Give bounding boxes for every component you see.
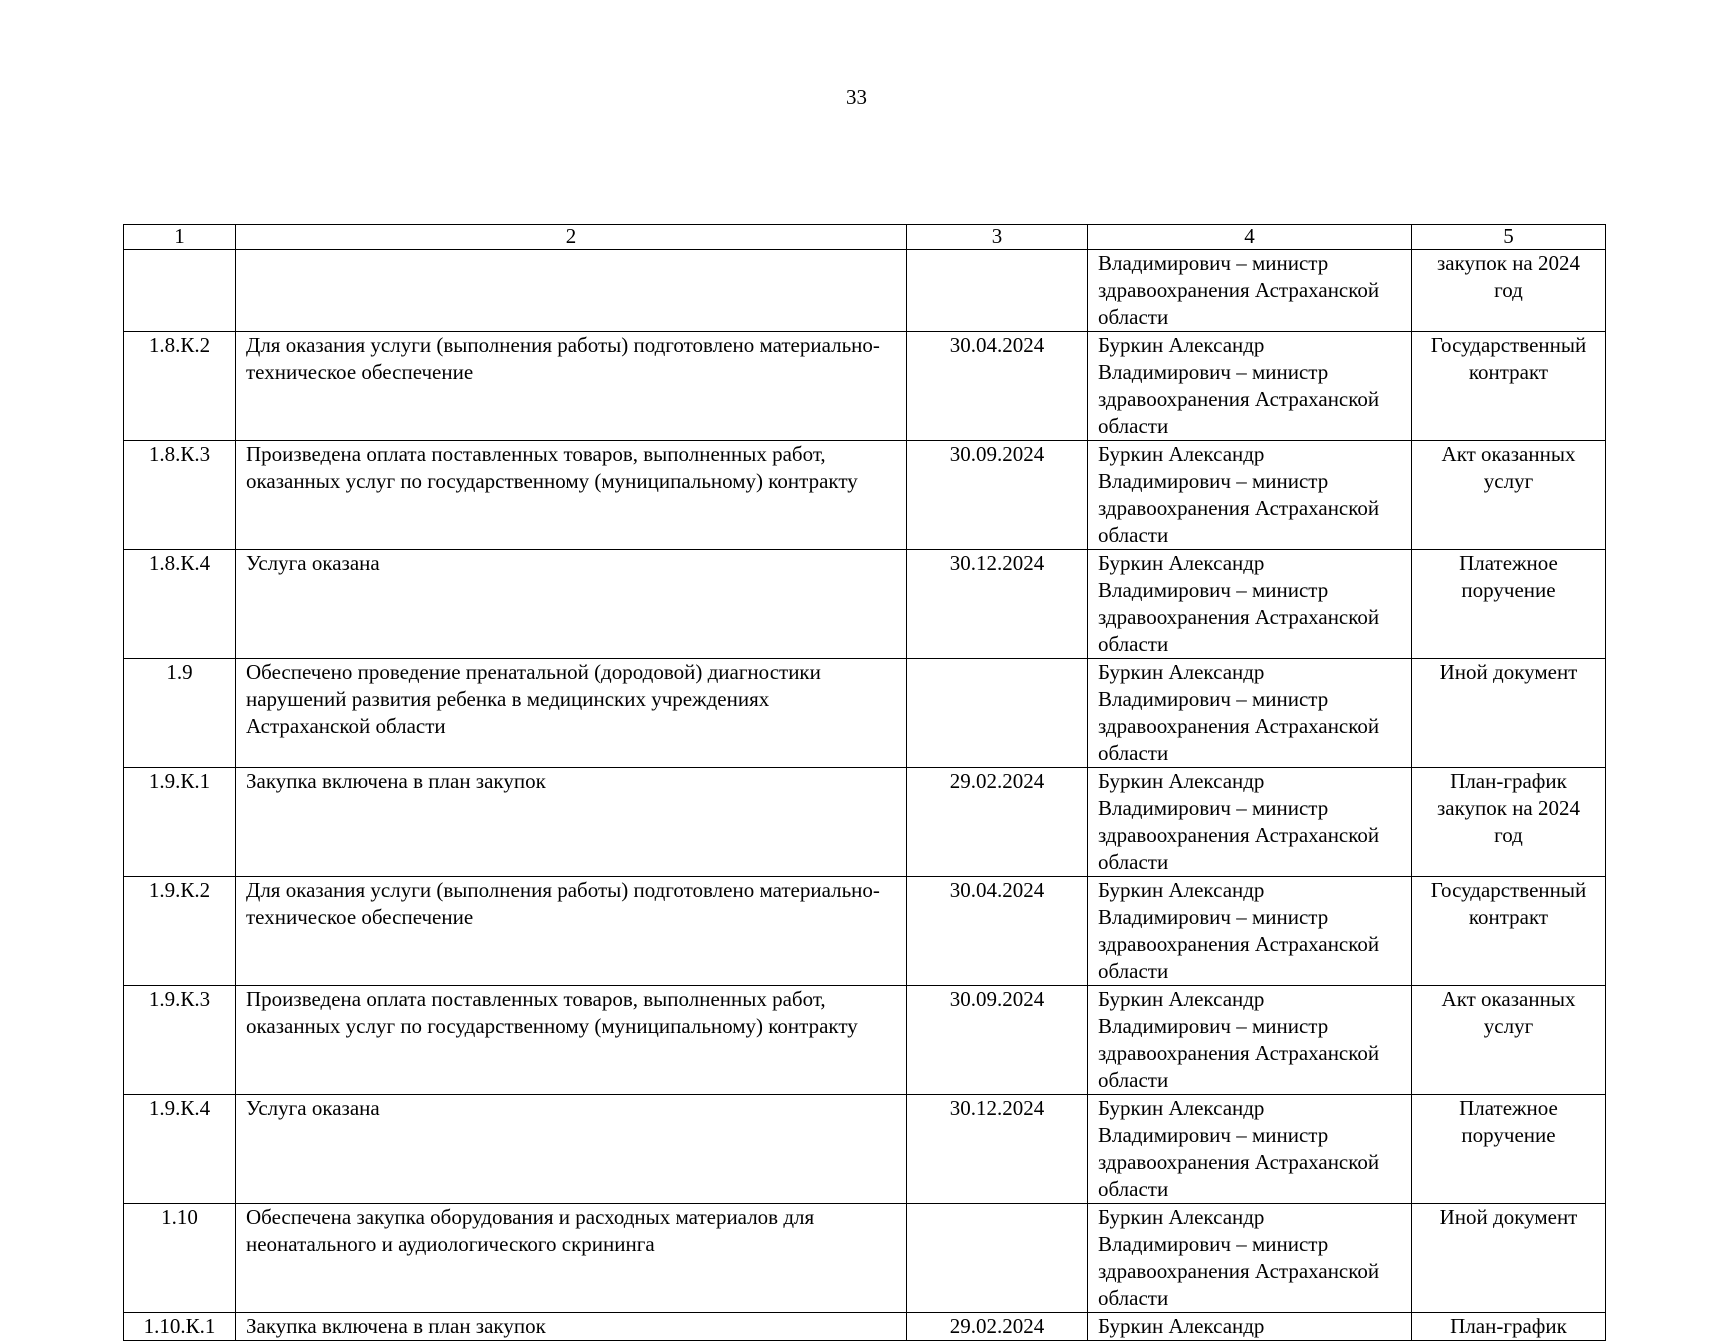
row-number-cell: 1.10 [124,1204,236,1313]
event-cell: Закупка включена в план закупок [236,1313,907,1341]
date-cell: 29.02.2024 [907,768,1088,877]
page-number: 33 [846,85,867,109]
responsible-cell: Буркин Александр Владимирович – министр здравоохранения Астраханской области [1088,550,1412,659]
column-number-4: 4 [1088,225,1412,250]
table-row [124,659,1606,768]
event-cell: Услуга оказана [236,1095,907,1204]
responsible-cell: Буркин Александр Владимирович – министр здравоохранения Астраханской области [1088,1095,1412,1204]
responsible-cell: Буркин Александр [1088,1313,1412,1341]
table-row [124,250,1606,332]
table-row [124,550,1606,659]
document-cell: Иной документ [1412,659,1606,768]
column-number-2: 2 [236,225,907,250]
table-row [124,441,1606,550]
document-cell: Государственный контракт [1412,332,1606,441]
event-cell: Для оказания услуги (выполнения работы) подготовлено материально-техническое обеспечение [236,332,907,441]
table-row [124,877,1606,986]
event-cell: Произведена оплата поставленных товаров, выполненных работ, оказанных услуг по государственному (муниципальному) контракту [236,441,907,550]
document-cell: Платежное поручение [1412,1095,1606,1204]
table-row [124,1204,1606,1313]
responsible-cell: Владимирович – министр здравоохранения Астраханской области [1088,250,1412,332]
row-number-cell: 1.10.К.1 [124,1313,236,1341]
document-cell: Иной документ [1412,1204,1606,1313]
table-row [124,986,1606,1095]
date-cell: 30.04.2024 [907,332,1088,441]
document-cell: План-график [1412,1313,1606,1341]
date-cell [907,250,1088,332]
event-cell: Услуга оказана [236,550,907,659]
plan-table [123,224,1606,1341]
event-cell: Обеспечено проведение пренатальной (дородовой) диагностики нарушений развития ребенка в медицинских учреждениях Астраханской области [236,659,907,768]
row-number-cell: 1.9.К.4 [124,1095,236,1204]
column-number-1: 1 [124,225,236,250]
table-row [124,332,1606,441]
responsible-cell: Буркин Александр Владимирович – министр здравоохранения Астраханской области [1088,768,1412,877]
date-cell: 30.12.2024 [907,1095,1088,1204]
row-number-cell: 1.8.К.2 [124,332,236,441]
event-cell: Закупка включена в план закупок [236,768,907,877]
event-cell: Для оказания услуги (выполнения работы) подготовлено материально-техническое обеспечение [236,877,907,986]
document-cell: Государственный контракт [1412,877,1606,986]
event-cell: Произведена оплата поставленных товаров, выполненных работ, оказанных услуг по государственному (муниципальному) контракту [236,986,907,1095]
event-cell: Обеспечена закупка оборудования и расходных материалов для неонатального и аудиологического скрининга [236,1204,907,1313]
column-number-3: 3 [907,225,1088,250]
row-number-cell: 1.9 [124,659,236,768]
date-cell: 30.09.2024 [907,986,1088,1095]
date-cell: 29.02.2024 [907,1313,1088,1341]
row-number-cell: 1.9.К.2 [124,877,236,986]
row-number-cell: 1.8.К.3 [124,441,236,550]
row-number-cell [124,250,236,332]
table-row [124,768,1606,877]
date-cell: 30.09.2024 [907,441,1088,550]
table-row [124,1095,1606,1204]
responsible-cell: Буркин Александр Владимирович – министр здравоохранения Астраханской области [1088,659,1412,768]
document-cell: Акт оказанных услуг [1412,986,1606,1095]
column-number-row [124,225,1606,250]
column-number-5: 5 [1412,225,1606,250]
document-cell: закупок на 2024 год [1412,250,1606,332]
row-number-cell: 1.9.К.1 [124,768,236,877]
document-cell: Платежное поручение [1412,550,1606,659]
responsible-cell: Буркин Александр Владимирович – министр здравоохранения Астраханской области [1088,986,1412,1095]
date-cell [907,1204,1088,1313]
document-cell: План-график закупок на 2024 год [1412,768,1606,877]
date-cell: 30.04.2024 [907,877,1088,986]
responsible-cell: Буркин Александр Владимирович – министр здравоохранения Астраханской области [1088,441,1412,550]
table-row [124,1313,1606,1341]
responsible-cell: Буркин Александр Владимирович – министр здравоохранения Астраханской области [1088,1204,1412,1313]
date-cell [907,659,1088,768]
responsible-cell: Буркин Александр Владимирович – министр здравоохранения Астраханской области [1088,332,1412,441]
event-cell [236,250,907,332]
document-cell: Акт оказанных услуг [1412,441,1606,550]
date-cell: 30.12.2024 [907,550,1088,659]
row-number-cell: 1.8.К.4 [124,550,236,659]
row-number-cell: 1.9.К.3 [124,986,236,1095]
responsible-cell: Буркин Александр Владимирович – министр здравоохранения Астраханской области [1088,877,1412,986]
